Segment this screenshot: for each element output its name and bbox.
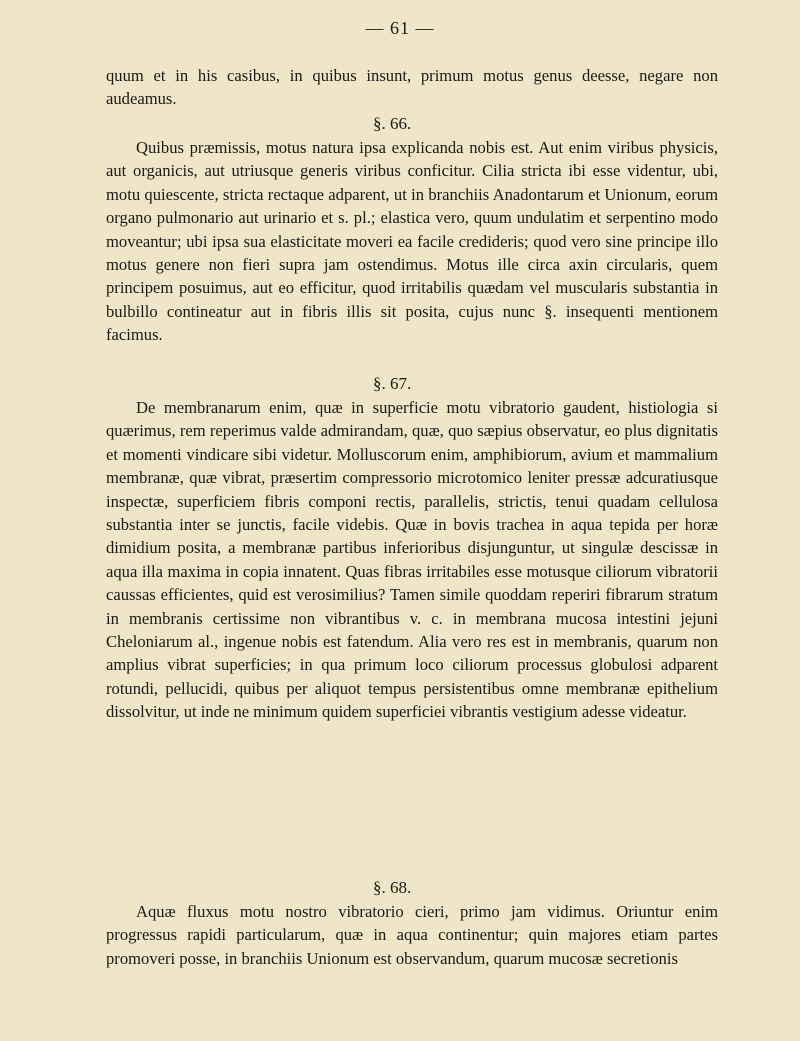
section-heading-68: §. 68. <box>373 878 412 897</box>
paragraph-67: De membranarum enim, quæ in superficie motu vibratorio gaudent, histiologia si quærimus, rem reperimus valde admirandam, quæ, quo sæpius observatur, eo plus dignitatis et momenti vindicare sibi videtur. Molluscorum enim, amphibiorum, avium et mammalium membranæ, quæ vibrat, præsertim compressorio microtomico leniter pressæ adcuratiusque inspectæ, superficiem fibris componi rectis, parallelis, strictis, tenui quadam cellulosa substantia inter se junctis, facile videbis. Quæ in bovis trachea in aqua tepida per horæ dimidium posita, a membranæ partibus inferioribus disjunguntur, ut singulæ descissæ in aqua illa maxima in copia innatent. Quas fibras irritabiles esse motusque ciliorum vibratorii caussas efficientes, quid est verosimilius? Tamen simile quoddam reperiri fibrarum stratum in membranis certissime non vibrantibus v. c. in membrana mucosa intestini jejuni Cheloniarum al., ingenue nobis est fatendum. Alia vero res est in membranis, quarum non amplius vibrat superficies; in qua primum loco ciliorum processus globulosi adparent rotundi, pellucidi, quibus per aliquot tempus persistentibus omne membranæ epithelium dissolvitur, ut inde ne minimum quidem superficiei vibrantis vestigium adesse videatur. <box>106 398 718 722</box>
paragraph-66: Quibus præmissis, motus natura ipsa explicanda nobis est. Aut enim viribus physicis, aut organicis, aut utriusque generis viribus conficitur. Cilia stricta ibi esse videntur, ubi, motu quiescente, stricta rectaque adparent, ut in branchiis Anadontarum et Unionum, eorum organo pulmonario aut urinario et s. pl.; elastica vero, quum undulatim et serpentino modo moveantur; ubi ipsa sua elasticitate moveri ea facile credideris; quod vero sine principe illo motus genere non fieri supra jam ostendimus. Motus ille circa axin circularis, quem principem posuimus, aut eo efficitur, quod irritabilis quædam vel muscularis substantia in bulbillo contineatur aut in fibris illis sit posita, cujus nunc §. insequenti mentionem facimus. <box>106 138 718 345</box>
paragraph-68: Aquæ fluxus motu nostro vibratorio cieri, primo jam vidimus. Oriuntur enim progressus rapidi particularum, quæ in aqua continentur; quin majores etiam partes promoveri posse, in branchiis Unionum est observandum, quarum mucosæ secretionis <box>106 902 718 968</box>
text-block-66 <box>106 136 718 347</box>
text-block-intro <box>106 64 718 111</box>
paragraph-continuation: quum et in his casibus, in quibus insunt, primum motus genus deesse, negare non audeamus. <box>106 66 718 109</box>
section-68-heading-wrap <box>373 876 411 899</box>
section-heading-67: §. 67. <box>373 374 412 393</box>
section-heading-66: §. 66. <box>373 114 412 133</box>
text-block-68 <box>106 900 718 970</box>
section-66-heading-wrap <box>373 112 411 135</box>
section-67-heading-wrap <box>373 372 411 395</box>
text-block-67 <box>106 396 718 724</box>
page-number: — 61 — <box>365 18 435 38</box>
